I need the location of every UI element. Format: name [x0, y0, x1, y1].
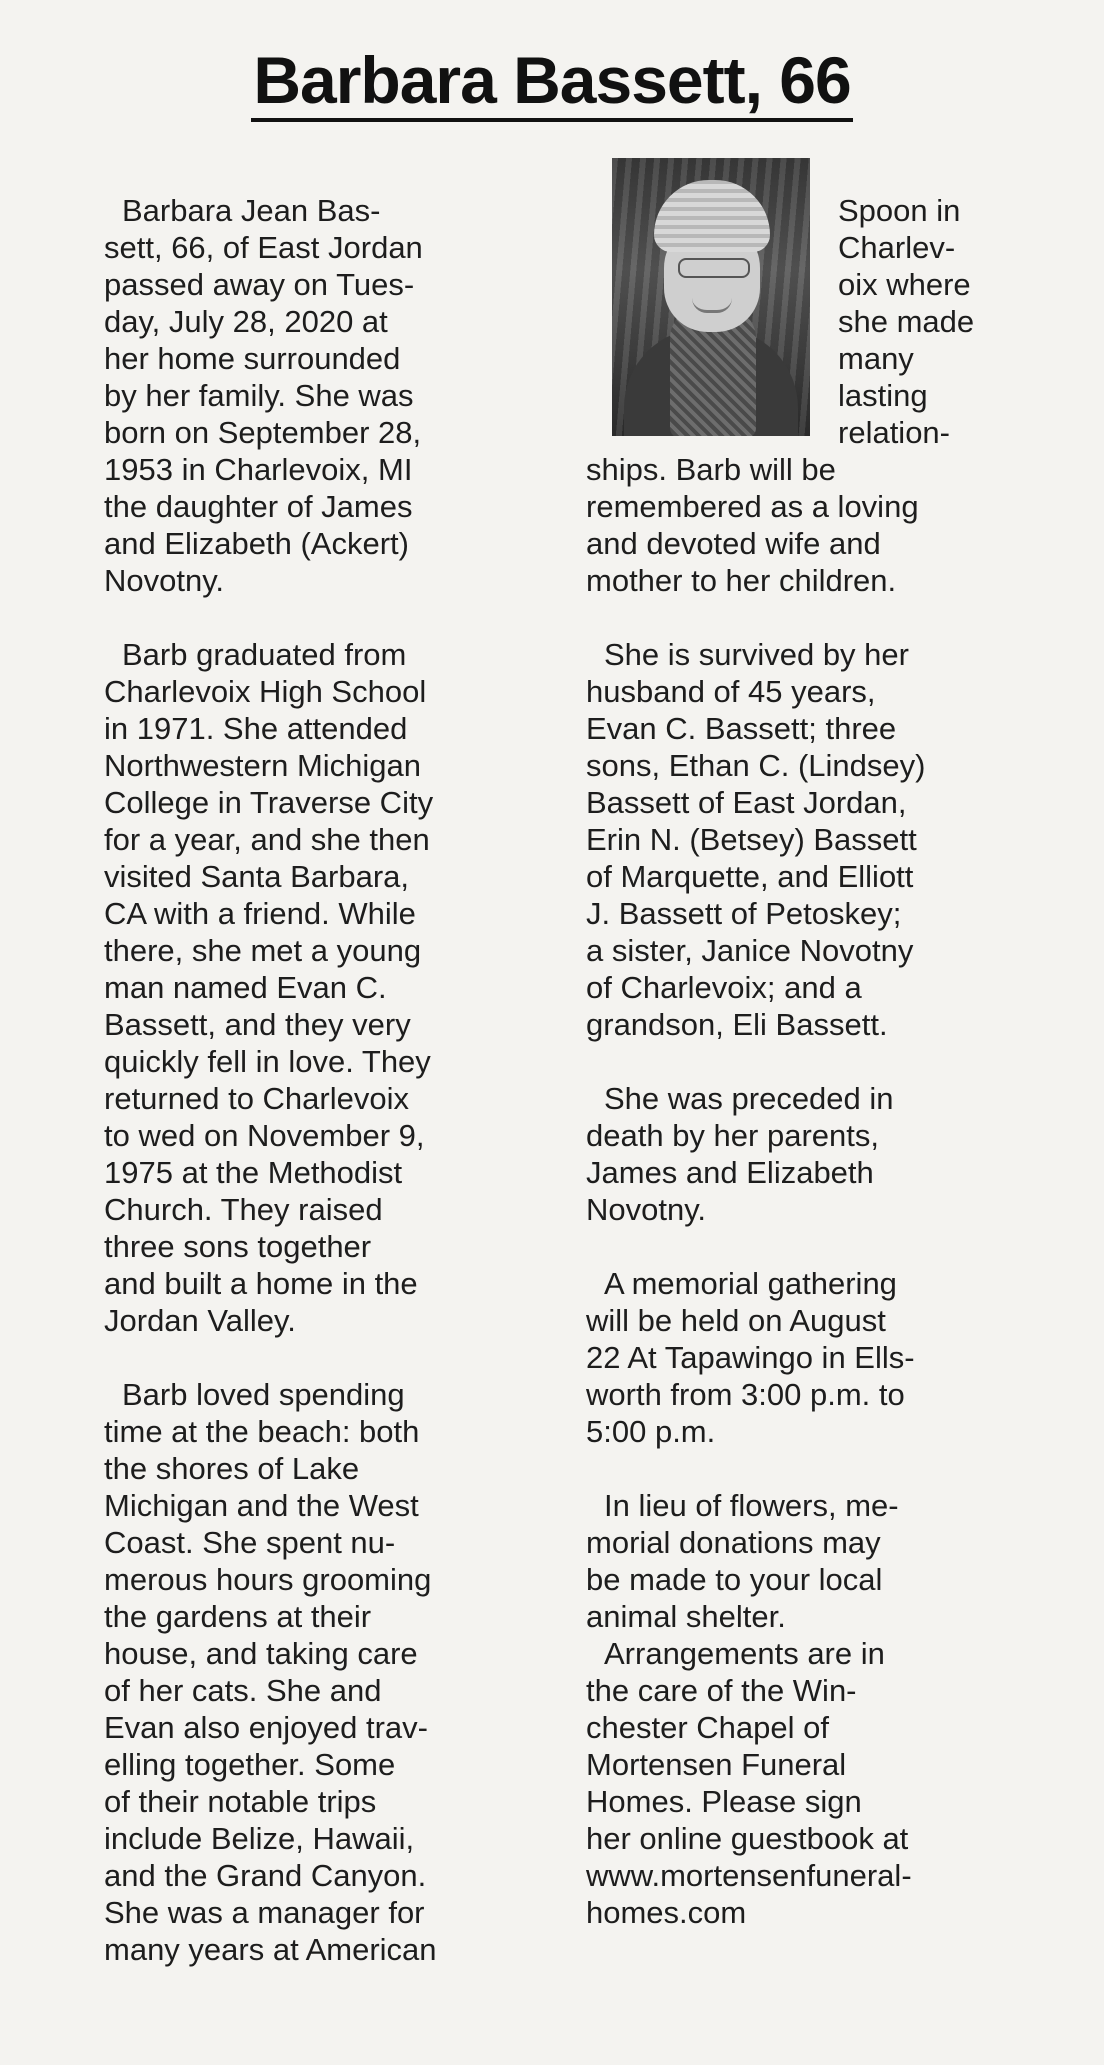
- text-line: 1975 at the Methodist: [104, 1155, 403, 1190]
- text-line: include Belize, Hawaii,: [104, 1821, 415, 1856]
- text-line: Evan C. Bassett; three: [586, 711, 897, 746]
- text-line: A memorial gathering: [604, 1266, 897, 1301]
- text-line: her home surrounded: [104, 341, 401, 376]
- text-line: by her family. She was: [104, 378, 414, 413]
- text-line: and the Grand Canyon.: [104, 1858, 427, 1893]
- text-line: of their notable trips: [104, 1784, 377, 1819]
- text-line: Homes. Please sign: [586, 1784, 862, 1819]
- text-line: Barb loved spending: [122, 1377, 405, 1412]
- text-line: many years at American: [104, 1932, 437, 1967]
- text-line: elling together. Some: [104, 1747, 396, 1782]
- text-line: day, July 28, 2020 at: [104, 304, 388, 339]
- text-line: Charlev-: [838, 230, 956, 265]
- text-line: man named Evan C.: [104, 970, 387, 1005]
- text-line: visited Santa Barbara,: [104, 859, 410, 894]
- text-line: a sister, Janice Novotny: [586, 933, 914, 968]
- text-line: be made to your local: [586, 1562, 883, 1597]
- text-line: three sons together: [104, 1229, 372, 1264]
- text-line: Coast. She spent nu-: [104, 1525, 396, 1560]
- text-line: to wed on November 9,: [104, 1118, 425, 1153]
- text-line: and devoted wife and: [586, 526, 881, 561]
- text-line: Bassett, and they very: [104, 1007, 411, 1042]
- text-line: her online guestbook at: [586, 1821, 909, 1856]
- text-line: relation-: [838, 415, 950, 450]
- text-line: worth from 3:00 p.m. to: [586, 1377, 905, 1412]
- text-line: J. Bassett of Petoskey;: [586, 896, 902, 931]
- text-line: Spoon in: [838, 193, 961, 228]
- left-column: [104, 192, 554, 1968]
- text-line: for a year, and she then: [104, 822, 430, 857]
- right-column: [586, 192, 1036, 1931]
- text-line: mother to her children.: [586, 563, 897, 598]
- text-line: the care of the Win-: [586, 1673, 857, 1708]
- text-line: house, and taking care: [104, 1636, 418, 1671]
- text-line: returned to Charlevoix: [104, 1081, 409, 1116]
- text-line: Church. They raised: [104, 1192, 383, 1227]
- text-line: lasting: [838, 378, 928, 413]
- text-line: CA with a friend. While: [104, 896, 416, 931]
- text-line: Jordan Valley.: [104, 1303, 296, 1338]
- text-line: the daughter of James: [104, 489, 413, 524]
- text-line: time at the beach: both: [104, 1414, 420, 1449]
- text-line: quickly fell in love. They: [104, 1044, 431, 1079]
- text-line: In lieu of flowers, me-: [604, 1488, 899, 1523]
- text-line: Barb graduated from: [122, 637, 407, 672]
- text-line: the gardens at their: [104, 1599, 372, 1634]
- text-line: death by her parents,: [586, 1118, 879, 1153]
- obituary-title: Barbara Bassett, 66: [251, 42, 852, 122]
- text-line: Michigan and the West: [104, 1488, 419, 1523]
- text-line: many: [838, 341, 914, 376]
- text-line: of Marquette, and Elliott: [586, 859, 914, 894]
- text-line: the shores of Lake: [104, 1451, 360, 1486]
- text-line: Erin N. (Betsey) Bassett: [586, 822, 917, 857]
- text-line: Bassett of East Jordan,: [586, 785, 907, 820]
- text-line: of her cats. She and: [104, 1673, 382, 1708]
- text-line: Evan also enjoyed trav-: [104, 1710, 428, 1745]
- text-line: remembered as a loving: [586, 489, 919, 524]
- paragraph-gap: [586, 1043, 1036, 1080]
- text-line: James and Elizabeth: [586, 1155, 874, 1190]
- text-line: Novotny.: [104, 563, 225, 598]
- text-line: born on September 28,: [104, 415, 422, 450]
- text-line: sett, 66, of East Jordan: [104, 230, 423, 265]
- paragraph-gap: [104, 1339, 554, 1376]
- paragraph-gap: [104, 599, 554, 636]
- text-line: and built a home in the: [104, 1266, 418, 1301]
- paragraph-gap: [586, 599, 1036, 636]
- paragraph-gap: [586, 1450, 1036, 1487]
- text-line: animal shelter.: [586, 1599, 786, 1634]
- paragraph-gap: [586, 1228, 1036, 1265]
- text-line: in 1971. She attended: [104, 711, 408, 746]
- text-line: oix where: [838, 267, 971, 302]
- text-line: husband of 45 years,: [586, 674, 876, 709]
- text-line: Arrangements are in: [604, 1636, 885, 1671]
- text-line: chester Chapel of: [586, 1710, 829, 1745]
- text-line: www.mortensenfuneral-: [586, 1858, 912, 1893]
- text-line: Mortensen Funeral: [586, 1747, 847, 1782]
- text-line: there, she met a young: [104, 933, 422, 968]
- text-line: grandson, Eli Bassett.: [586, 1007, 888, 1042]
- text-line: College in Traverse City: [104, 785, 434, 820]
- text-line: She was preceded in: [604, 1081, 894, 1116]
- text-line: 1953 in Charlevoix, MI: [104, 452, 413, 487]
- text-line: sons, Ethan C. (Lindsey): [586, 748, 926, 783]
- text-line: homes.com: [586, 1895, 747, 1930]
- text-line: merous hours grooming: [104, 1562, 432, 1597]
- text-line: and Elizabeth (Ackert): [104, 526, 409, 561]
- text-line: She is survived by her: [604, 637, 909, 672]
- text-line: Charlevoix High School: [104, 674, 427, 709]
- text-line: She was a manager for: [104, 1895, 425, 1930]
- text-line: 22 At Tapawingo in Ells-: [586, 1340, 915, 1375]
- text-line: will be held on August: [586, 1303, 886, 1338]
- text-line: ships. Barb will be: [586, 452, 836, 487]
- text-line: Novotny.: [586, 1192, 707, 1227]
- text-line: Barbara Jean Bas-: [122, 193, 381, 228]
- text-line: of Charlevoix; and a: [586, 970, 862, 1005]
- text-line: morial donations may: [586, 1525, 881, 1560]
- headline-wrap: [0, 42, 1104, 122]
- text-line: passed away on Tues-: [104, 267, 415, 302]
- text-line: she made: [838, 304, 975, 339]
- text-line: 5:00 p.m.: [586, 1414, 716, 1449]
- text-line: Northwestern Michigan: [104, 748, 422, 783]
